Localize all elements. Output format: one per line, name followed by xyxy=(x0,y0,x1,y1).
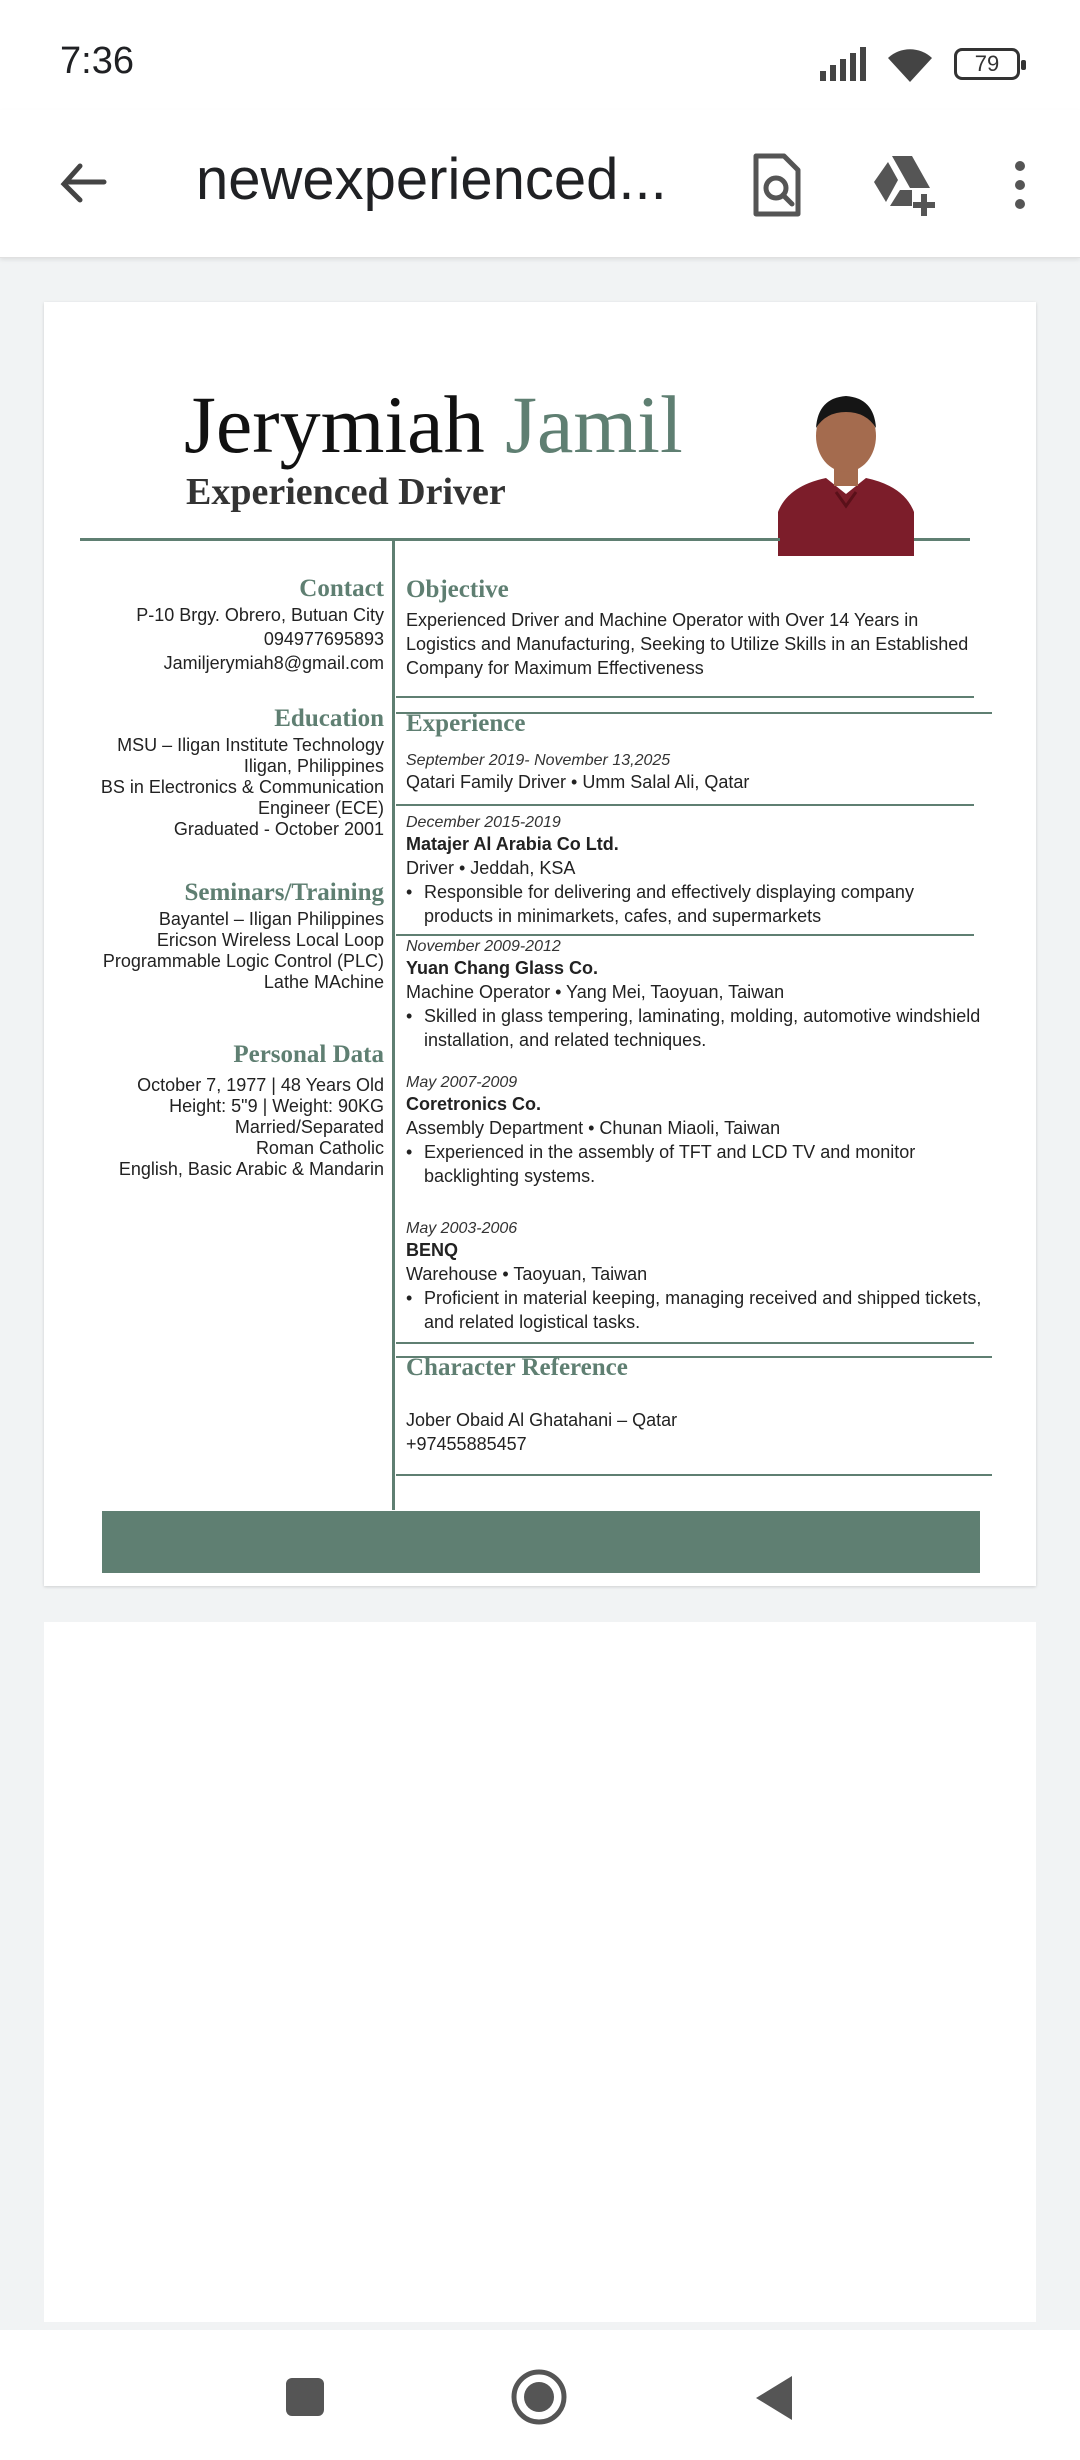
document-page-2[interactable] xyxy=(44,1622,1036,2322)
job-entry xyxy=(406,814,986,928)
resume-name xyxy=(184,378,683,472)
status-time: 7:36 xyxy=(60,40,134,82)
education-line: BS in Electronics & Communication xyxy=(100,777,384,797)
section-divider xyxy=(396,1474,992,1476)
job-company: BENQ xyxy=(406,1240,459,1260)
reference-name: Jober Obaid Al Ghatahani – Qatar xyxy=(406,1410,678,1430)
personal-line: Married/Separated xyxy=(234,1117,384,1137)
education-line: MSU – Iligan Institute Technology xyxy=(117,735,384,755)
job-date: May 2003-2006 xyxy=(406,1220,518,1237)
education-line: Iligan, Philippines xyxy=(243,756,384,776)
wifi-icon xyxy=(884,44,936,84)
job-position: Warehouse • Taoyuan, Taiwan xyxy=(406,1264,648,1284)
signal-icon xyxy=(818,47,866,81)
reference-phone: +97455885457 xyxy=(406,1434,527,1454)
back-triangle-icon[interactable] xyxy=(752,2374,796,2422)
document-title: newexperienced... xyxy=(196,147,667,212)
contact-heading: Contact xyxy=(299,575,384,602)
seminar-line: Ericson Wireless Local Loop xyxy=(156,930,384,950)
job-date: May 2007-2009 xyxy=(406,1074,518,1091)
job-company: Yuan Chang Glass Co. xyxy=(406,958,599,978)
document-page[interactable] xyxy=(44,302,1036,1586)
contact-address: P-10 Brgy. Obrero, Butuan City xyxy=(136,605,384,625)
resume-role: Experienced Driver xyxy=(186,471,506,513)
job-divider xyxy=(396,934,974,936)
personal-line: Roman Catholic xyxy=(255,1138,384,1158)
section-divider xyxy=(396,1342,974,1344)
contact-phone: 094977695893 xyxy=(263,629,384,649)
job-bullet: • Experienced in the assembly of TFT and LCD TV and monitor backlighting systems. xyxy=(406,1140,986,1188)
personal-line: October 7, 1977 | 48 Years Old xyxy=(137,1075,384,1095)
job-entry xyxy=(406,752,986,794)
footer-band xyxy=(102,1511,980,1573)
job-bullet: • Skilled in glass tempering, laminating, molding, automotive windshield installation, and related techniques. xyxy=(406,1004,986,1052)
status-icons xyxy=(818,44,1020,84)
contact-section xyxy=(64,575,384,674)
reference-section xyxy=(406,1356,986,1456)
personal-heading: Personal Data xyxy=(233,1041,384,1068)
job-company: Matajer Al Arabia Co Ltd. xyxy=(406,834,619,854)
more-vert-icon[interactable] xyxy=(1000,150,1040,220)
job-divider xyxy=(396,804,974,806)
job-entry xyxy=(406,1220,986,1334)
contact-email: Jamiljerymiah8@gmail.com xyxy=(163,653,384,673)
job-position: Assembly Department • Chunan Miaoli, Taiwan xyxy=(406,1118,781,1138)
reference-heading: Character Reference xyxy=(406,1354,628,1381)
personal-line: English, Basic Arabic & Mandarin xyxy=(118,1159,384,1179)
app-bar xyxy=(0,110,1080,258)
header-divider xyxy=(80,538,780,541)
section-divider xyxy=(396,696,974,698)
education-section xyxy=(64,705,384,840)
seminars-section xyxy=(64,879,384,993)
battery-icon xyxy=(954,48,1020,80)
recents-icon[interactable] xyxy=(284,2376,326,2418)
column-divider xyxy=(392,540,395,1510)
job-position: Machine Operator • Yang Mei, Taoyuan, Taiwan xyxy=(406,982,785,1002)
person-photo-icon xyxy=(778,382,914,556)
navigation-bar xyxy=(0,2330,1080,2460)
arrow-left-icon[interactable] xyxy=(50,152,114,216)
find-in-page-icon[interactable] xyxy=(742,150,812,220)
education-line: Graduated - October 2001 xyxy=(173,819,384,839)
job-entry xyxy=(406,1074,986,1188)
job-position: Driver • Jeddah, KSA xyxy=(406,858,576,878)
experience-heading-wrap xyxy=(406,712,986,736)
education-heading: Education xyxy=(274,705,384,732)
objective-text: Experienced Driver and Machine Operator with Over 14 Years in Logistics and Manufacturing, Seeking to Utilize Skills in an Established Company for Maximum Effectiveness xyxy=(406,610,969,678)
job-entry xyxy=(406,938,986,1052)
objective-section xyxy=(406,578,986,680)
seminar-line: Bayantel – Iligan Philippines xyxy=(158,909,384,929)
status-bar xyxy=(0,0,1080,110)
job-position: Qatari Family Driver • Umm Salal Ali, Qatar xyxy=(406,772,750,792)
job-date: September 2019- November 13,2025 xyxy=(406,752,671,769)
job-date: December 2015-2019 xyxy=(406,814,561,831)
personal-section xyxy=(64,1041,384,1180)
seminars-heading: Seminars/Training xyxy=(184,879,384,906)
education-line: Engineer (ECE) xyxy=(257,798,384,818)
profile-photo xyxy=(778,382,914,556)
header-divider-right xyxy=(914,538,970,541)
seminar-line: Programmable Logic Control (PLC) xyxy=(102,951,384,971)
personal-line: Height: 5"9 | Weight: 90KG xyxy=(169,1096,384,1116)
seminar-line: Lathe MAchine xyxy=(263,972,384,992)
last-name: Jamil xyxy=(505,379,683,470)
experience-heading: Experience xyxy=(406,710,526,737)
job-bullet: • Responsible for delivering and effectively displaying company products in minimarkets, cafes, and supermarkets xyxy=(406,880,986,928)
job-bullet: • Proficient in material keeping, managing received and shipped tickets, and related logistical tasks. xyxy=(406,1286,986,1334)
first-name: Jerymiah xyxy=(184,379,485,470)
job-company: Coretronics Co. xyxy=(406,1094,542,1114)
add-to-drive-icon[interactable] xyxy=(868,150,938,220)
job-date: November 2009-2012 xyxy=(406,938,561,955)
battery-level: 79 xyxy=(974,51,1000,76)
home-icon[interactable] xyxy=(510,2368,568,2426)
objective-heading: Objective xyxy=(406,576,509,603)
